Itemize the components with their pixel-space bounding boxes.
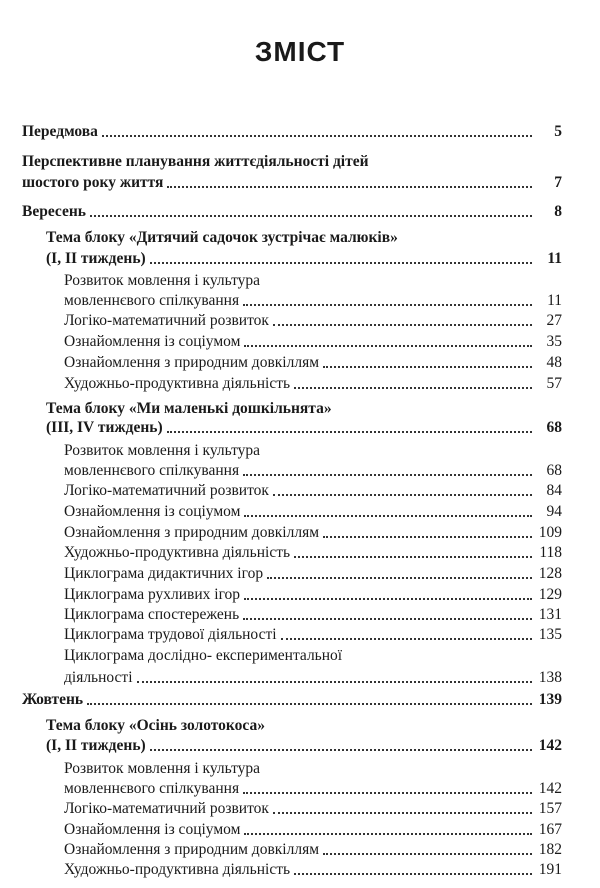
leader-dots	[150, 262, 532, 264]
leader-dots	[244, 515, 532, 517]
toc-entry-math[interactable]	[64, 311, 562, 331]
leader-dots	[167, 431, 532, 433]
leader-dots	[323, 366, 532, 368]
toc-label-line: Розвиток мовлення і культура	[64, 272, 261, 289]
toc-label: мовленнєвого спілкування	[64, 292, 240, 309]
toc-entry-society[interactable]	[64, 502, 562, 522]
toc-label-line: Тема блоку «Дитячий садочок зустрічає малюків»	[46, 229, 398, 246]
toc-entry-active-games[interactable]	[64, 585, 562, 605]
toc-entry-planning[interactable]	[22, 173, 562, 193]
toc-label: діяльності	[64, 669, 133, 686]
toc-label: Логіко-математичний розвиток	[64, 800, 269, 817]
toc-entry-october[interactable]	[22, 690, 562, 710]
toc-page-number: 84	[546, 482, 562, 499]
toc-label-line: Циклограма дослідно- експериментальної	[64, 647, 343, 664]
page-title: ЗМІСТ	[254, 36, 346, 67]
toc-entry-society[interactable]	[64, 332, 562, 352]
toc-label: Ознайомлення з природним довкіллям	[64, 524, 320, 541]
toc-page-number: 68	[546, 419, 562, 436]
toc-entry-labor[interactable]	[64, 625, 562, 645]
toc-page-number: 118	[539, 544, 562, 561]
toc-entry-observations[interactable]	[64, 605, 562, 625]
leader-dots	[90, 215, 532, 217]
toc-label: Ознайомлення з природним довкіллям	[64, 354, 320, 371]
toc-page-number: 167	[538, 821, 562, 838]
toc-entry-didactic-games[interactable]	[64, 564, 562, 584]
toc-page-number: 48	[546, 354, 562, 371]
leader-dots	[294, 873, 532, 875]
toc-page-number: 191	[538, 861, 562, 878]
toc-page-number: 138	[538, 669, 562, 686]
toc-label: Логіко-математичний розвиток	[64, 312, 269, 329]
toc-page-number: 139	[538, 691, 562, 708]
toc-page-number: 109	[538, 524, 562, 541]
toc-page-number: 157	[538, 800, 562, 817]
toc-entry-nature[interactable]	[64, 353, 562, 373]
toc-label: Вересень	[22, 203, 86, 220]
toc-page-number: 68	[546, 462, 562, 479]
leader-dots	[243, 792, 532, 794]
leader-dots	[323, 536, 532, 538]
toc-label: мовленнєвого спілкування	[64, 462, 240, 479]
leader-dots	[244, 345, 532, 347]
toc-label-line: Розвиток мовлення і культура	[64, 760, 261, 777]
toc-page-number: 7	[554, 174, 562, 191]
toc-label: Циклограма спостережень	[64, 606, 240, 623]
leader-dots	[243, 304, 532, 306]
toc-entry-art[interactable]	[64, 543, 562, 563]
leader-dots	[102, 135, 532, 137]
toc-label: Художньо-продуктивна діяльність	[64, 375, 291, 392]
toc-page-number: 5	[554, 123, 562, 140]
toc-label: Ознайомлення з природним довкіллям	[64, 841, 320, 858]
leader-dots	[294, 387, 532, 389]
leader-dots	[273, 324, 532, 326]
toc-label: Ознайомлення із соціумом	[64, 333, 241, 350]
toc-label-line: Розвиток мовлення і культура	[64, 442, 261, 459]
leader-dots	[150, 749, 532, 751]
toc-label: (І, ІІ тиждень)	[46, 737, 146, 754]
toc-entry-speech[interactable]	[64, 779, 562, 799]
toc-label-line: Перспективне планування життєдіяльності дітей	[22, 153, 369, 170]
leader-dots	[294, 556, 532, 558]
toc-page-number: 142	[538, 780, 562, 797]
toc-label: Циклограма дидактичних ігор	[64, 565, 264, 582]
toc-page-number: 142	[538, 737, 562, 754]
toc-label: (ІІІ, IV тиждень)	[46, 419, 163, 436]
leader-dots	[137, 681, 532, 683]
toc-entry-theme-autumn[interactable]	[46, 736, 562, 756]
toc-entry-society[interactable]	[64, 820, 562, 840]
toc-entry-math[interactable]	[64, 481, 562, 501]
leader-dots	[243, 618, 532, 620]
toc-page-number: 135	[538, 626, 562, 643]
leader-dots	[281, 638, 532, 640]
toc-label: Логіко-математичний розвиток	[64, 482, 269, 499]
toc-entry-speech[interactable]	[64, 461, 562, 481]
toc-entry-nature[interactable]	[64, 840, 562, 860]
leader-dots	[323, 853, 532, 855]
toc-page-number: 94	[546, 503, 562, 520]
toc-page-number: 11	[547, 250, 562, 267]
toc-entry-theme-kindergarten[interactable]	[46, 249, 562, 269]
toc-label: мовленнєвого спілкування	[64, 780, 240, 797]
leader-dots	[273, 494, 532, 496]
leader-dots	[267, 577, 532, 579]
toc-page-number: 8	[554, 203, 562, 220]
leader-dots	[273, 812, 532, 814]
toc-label: Ознайомлення із соціумом	[64, 821, 241, 838]
toc-page-number: 57	[546, 375, 562, 392]
toc-page-number: 128	[538, 565, 562, 582]
toc-label: Ознайомлення із соціумом	[64, 503, 241, 520]
toc-label: Циклограма рухливих ігор	[64, 586, 241, 603]
toc-entry-experiments[interactable]	[64, 668, 562, 688]
toc-entry-art[interactable]	[64, 860, 562, 880]
toc-page-number: 182	[538, 841, 562, 858]
toc-label: Художньо-продуктивна діяльність	[64, 544, 291, 561]
toc-label: Циклограма трудової діяльності	[64, 626, 277, 643]
toc-entry-theme-preschoolers[interactable]	[46, 418, 562, 438]
toc-entry-foreword[interactable]	[22, 122, 562, 142]
leader-dots	[87, 703, 532, 705]
leader-dots	[243, 474, 532, 476]
toc-entry-art[interactable]	[64, 374, 562, 394]
toc-page-number: 27	[546, 312, 562, 329]
toc-page-number: 11	[547, 292, 562, 309]
toc-page-number: 129	[538, 586, 562, 603]
toc-label: Художньо-продуктивна діяльність	[64, 861, 291, 878]
toc-page-number: 131	[538, 606, 562, 623]
toc-label: Жовтень	[22, 691, 84, 708]
leader-dots	[244, 598, 532, 600]
toc-label: Передмова	[22, 123, 98, 140]
toc-entry-math[interactable]	[64, 799, 562, 819]
toc-entry-speech[interactable]	[64, 291, 562, 311]
toc-label-line: Тема блоку «Ми маленькі дошкільнята»	[46, 400, 332, 417]
toc-entry-september[interactable]	[22, 202, 562, 222]
leader-dots	[167, 186, 532, 188]
leader-dots	[244, 833, 532, 835]
toc-label: (І, ІІ тиждень)	[46, 250, 146, 267]
toc-label-line: Тема блоку «Осінь золотокоса»	[46, 717, 265, 734]
toc-page-number: 35	[546, 333, 562, 350]
toc-entry-nature[interactable]	[64, 523, 562, 543]
toc-label: шостого року життя	[22, 174, 164, 191]
